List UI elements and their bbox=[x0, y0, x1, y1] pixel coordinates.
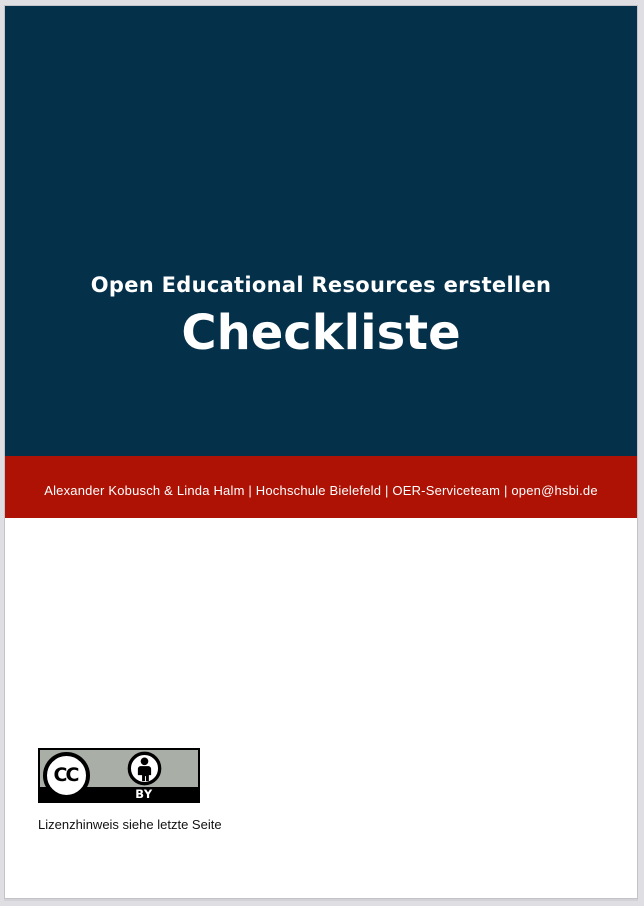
cover-subtitle: Open Educational Resources erstellen bbox=[90, 273, 552, 297]
cover-hero-block bbox=[5, 6, 637, 456]
author-band bbox=[5, 456, 637, 518]
cc-logo-label: CC bbox=[53, 764, 78, 786]
author-band-text: Alexander Kobusch & Linda Halm | Hochschule Bielefeld | OER-Serviceteam | open@hsbi.de bbox=[44, 483, 598, 498]
license-note: Lizenzhinweis siehe letzte Seite bbox=[38, 817, 222, 832]
by-label: BY bbox=[135, 787, 153, 801]
document-page bbox=[4, 5, 638, 899]
cc-logo-icon bbox=[43, 752, 90, 799]
cc-by-license-badge bbox=[38, 748, 200, 803]
attribution-person-icon bbox=[127, 751, 162, 786]
cover-title: Checkliste bbox=[181, 305, 461, 361]
